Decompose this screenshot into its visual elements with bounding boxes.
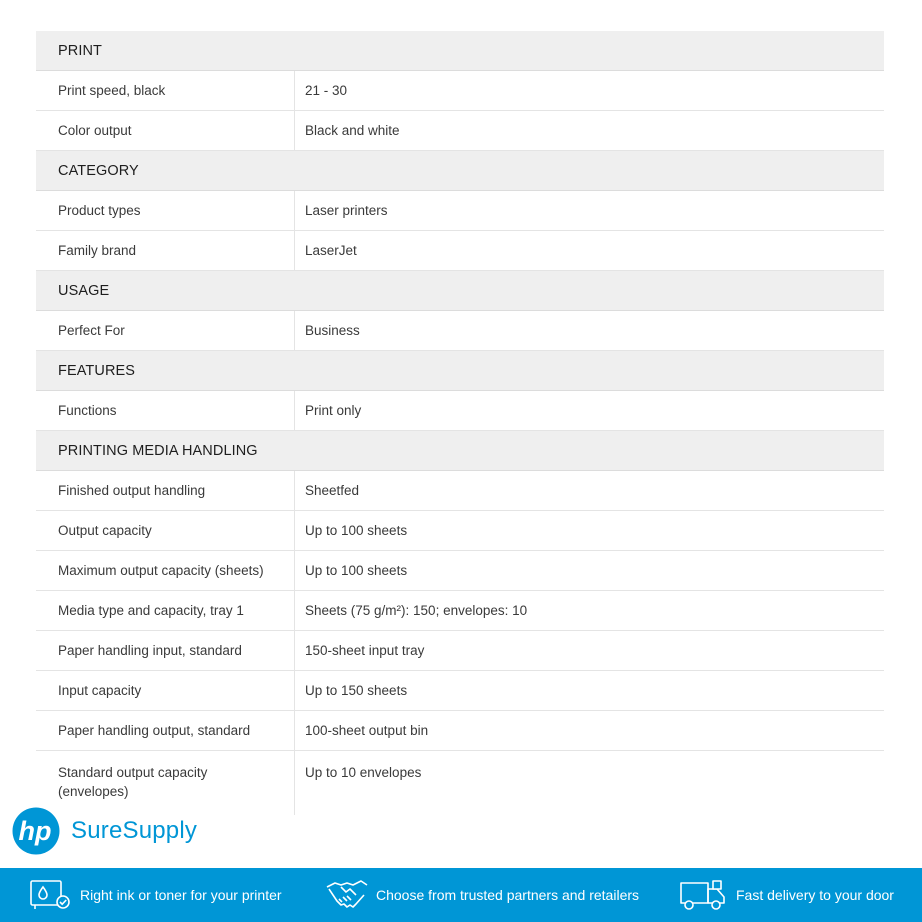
benefit-text: Choose from trusted partners and retailers	[376, 887, 640, 903]
spec-value: Business	[295, 311, 885, 351]
table-row	[36, 191, 884, 231]
table-row	[36, 311, 884, 351]
spec-value: Up to 100 sheets	[295, 511, 885, 551]
table-row	[36, 711, 884, 751]
section-header-usage	[36, 271, 884, 311]
spec-value: Sheetfed	[295, 471, 885, 511]
section-title: PRINT	[36, 31, 884, 71]
spec-value: Black and white	[295, 111, 885, 151]
table-row	[36, 511, 884, 551]
spec-value: LaserJet	[295, 231, 885, 271]
section-title: USAGE	[36, 271, 884, 311]
table-row	[36, 551, 884, 591]
spec-value: Up to 100 sheets	[295, 551, 885, 591]
spec-value: Up to 10 envelopes	[305, 765, 422, 780]
spec-label: Color output	[36, 111, 295, 151]
table-row	[36, 591, 884, 631]
spec-label: Functions	[36, 391, 295, 431]
spec-value: Laser printers	[295, 191, 885, 231]
spec-value: Up to 150 sheets	[295, 671, 885, 711]
benefits-banner	[0, 868, 922, 922]
spec-label: Media type and capacity, tray 1	[36, 591, 295, 631]
spec-label: Paper handling input, standard	[36, 631, 295, 671]
spec-value: 150-sheet input tray	[295, 631, 885, 671]
spec-label: Print speed, black	[36, 71, 295, 111]
section-title: FEATURES	[36, 351, 884, 391]
benefit-text: Fast delivery to your door	[736, 887, 894, 903]
spec-value: 21 - 30	[295, 71, 885, 111]
spec-label: Input capacity	[36, 671, 295, 711]
table-row	[36, 471, 884, 511]
table-row	[36, 231, 884, 271]
benefit-trusted-partners	[326, 878, 639, 912]
benefit-right-ink	[30, 878, 282, 912]
spec-value: Print only	[295, 391, 885, 431]
spec-label: Standard output capacity (envelopes)	[36, 751, 295, 816]
benefit-text: Right ink or toner for your printer	[80, 887, 282, 903]
table-row	[36, 631, 884, 671]
spec-value: Sheets (75 g/m²): 150; envelopes: 10	[295, 591, 885, 631]
table-row	[36, 671, 884, 711]
specifications-table	[36, 31, 884, 815]
section-header-print	[36, 31, 884, 71]
spec-label: Product types	[36, 191, 295, 231]
section-header-features	[36, 351, 884, 391]
handshake-icon	[326, 879, 368, 911]
spec-label: Maximum output capacity (sheets)	[36, 551, 295, 591]
section-header-category	[36, 151, 884, 191]
delivery-truck-icon	[680, 879, 728, 911]
spec-label: Paper handling output, standard	[36, 711, 295, 751]
table-row	[36, 71, 884, 111]
spec-label: Perfect For	[36, 311, 295, 351]
benefit-fast-delivery	[680, 878, 894, 912]
spec-label: Output capacity	[36, 511, 295, 551]
hp-logo-icon	[12, 807, 60, 855]
brand-name: SureSupply	[71, 817, 198, 844]
section-title: CATEGORY	[36, 151, 884, 191]
suresupply-brand	[12, 806, 197, 856]
section-title: PRINTING MEDIA HANDLING	[36, 431, 884, 471]
spec-label: Finished output handling	[36, 471, 295, 511]
spec-label: Family brand	[36, 231, 295, 271]
ink-drop-check-icon	[30, 879, 72, 911]
svg-text:hp: hp	[18, 816, 52, 846]
table-row	[36, 111, 884, 151]
spec-value: 100-sheet output bin	[295, 711, 885, 751]
table-row	[36, 391, 884, 431]
section-header-printing-media-handling	[36, 431, 884, 471]
